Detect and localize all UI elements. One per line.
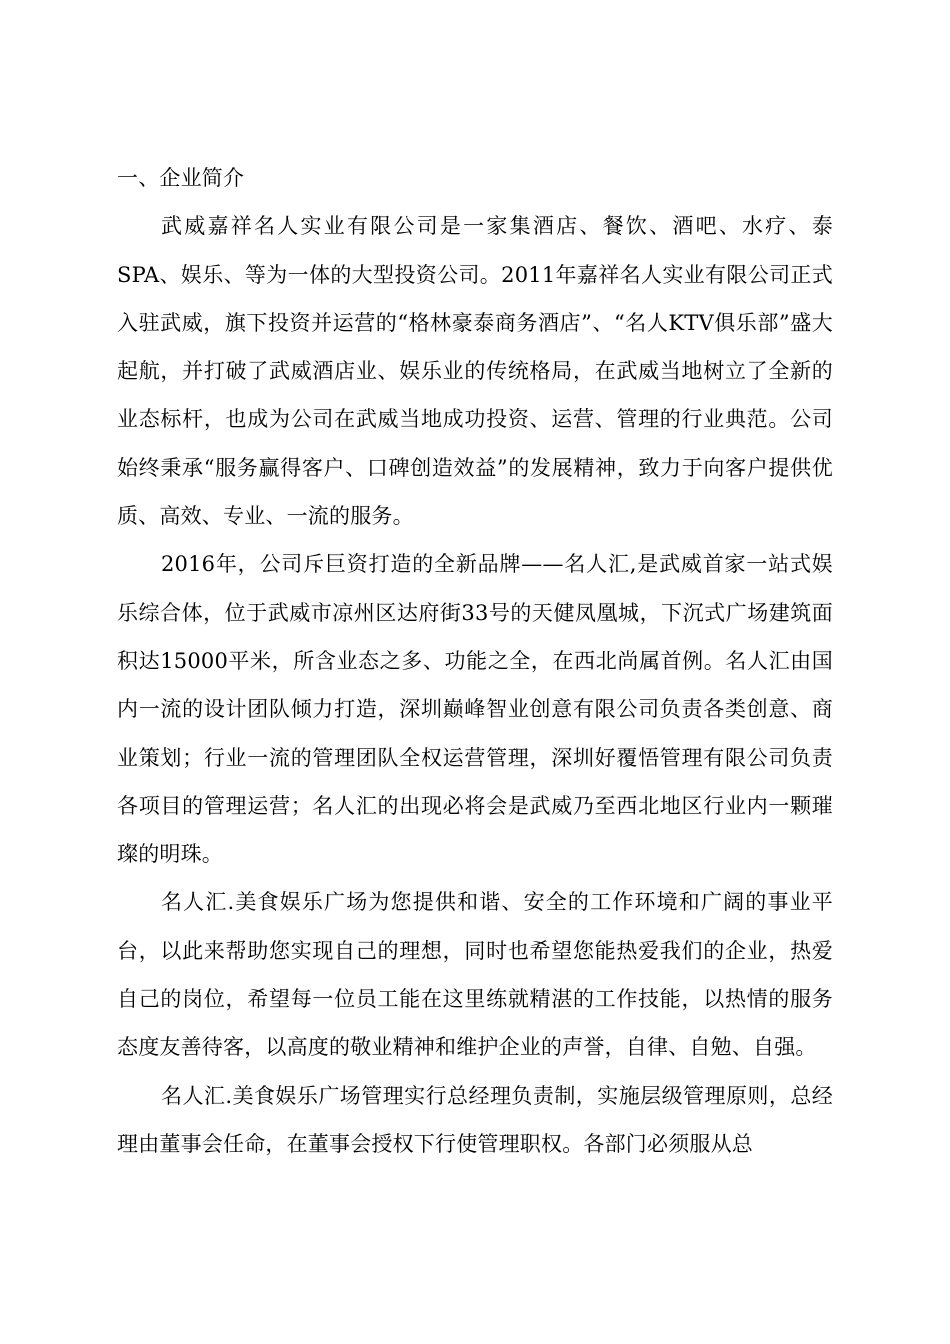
paragraph-mingrenhui-brand: 2016年，公司斥巨资打造的全新品牌——名人汇,是武威首家一站式娱乐综合体，位于武威市凉州区达府街33号的天健凤凰城，下沉式广场建筑面积达15000平米，所含业态之多、功能之全，在西北尚属首例。名人汇由国内一流的设计团队倾力打造，深圳巅峰智业创意有限公司负责各类创意、商业策划；行业一流的管理团队全权运营管理，深圳好覆悟管理有限公司负责各项目的管理运营；名人汇的出现必将会是武威乃至西北地区行业内一颗璀璨的明珠。 [117,552,833,867]
section-heading: 一、企业简介 [117,166,245,190]
paragraph-work-environment: 名人汇.美食娱乐广场为您提供和谐、安全的工作环境和广阔的事业平台，以此来帮助您实现自己的理想，同时也希望您能热爱我们的企业，热爱自己的岗位，希望每一位员工能在这里练就精湛的工作技能，以热情的服务态度友善待客，以高度的敬业精神和维护企业的声誉，自律、自勉、自强。 [117,890,833,1060]
paragraph-management-system: 名人汇.美食娱乐广场管理实行总经理负责制，实施层级管理原则，总经理由董事会任命，在董事会授权下行使管理职权。各部门必须服从总 [117,1083,833,1156]
document-page [117,154,833,1168]
paragraph-company-intro: 武威嘉祥名人实业有限公司是一家集酒店、餐饮、酒吧、水疗、泰SPA、娱乐、等为一体的大型投资公司。2011年嘉祥名人实业有限公司正式入驻武威，旗下投资并运营的“格林豪泰商务酒店”、“名人KTV俱乐部”盛大起航，并打破了武威酒店业、娱乐业的传统格局，在武威当地树立了全新的业态标杆，也成为公司在武威当地成功投资、运营、管理的行业典范。公司始终秉承“服务赢得客户、口碑创造效益”的发展精神，致力于向客户提供优质、高效、专业、一流的服务。 [117,214,833,529]
